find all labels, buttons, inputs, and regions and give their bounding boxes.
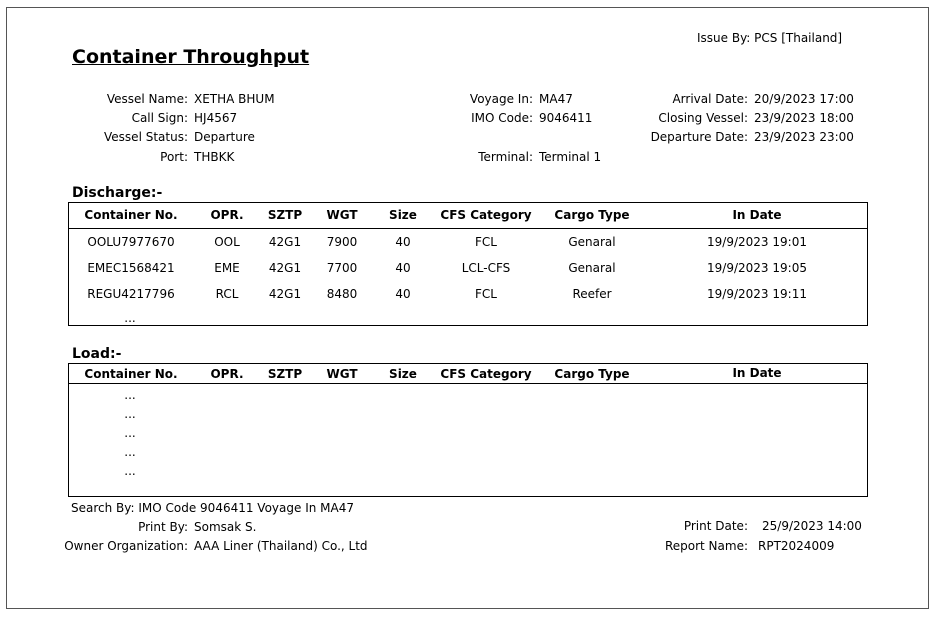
print-by-value: Somsak S.: [194, 520, 257, 534]
col-cargo-type: Cargo Type: [554, 367, 630, 381]
closing-vessel-value: 23/9/2023 18:00: [754, 111, 854, 125]
arrival-date-label: Arrival Date:: [672, 92, 748, 106]
call-sign-value: HJ4567: [194, 111, 238, 125]
load-ellipsis: ...: [124, 445, 136, 459]
discharge-more-ellipsis: ...: [124, 311, 136, 325]
load-ellipsis: ...: [124, 464, 136, 478]
col-sztp: SZTP: [267, 367, 303, 381]
cell-wgt: 8480: [326, 287, 358, 301]
search-by: Search By: IMO Code 9046411 Voyage In MA47: [71, 501, 354, 515]
print-date-value: 25/9/2023 14:00: [762, 519, 862, 533]
cell-container-no: EMEC1568421: [87, 261, 175, 275]
closing-vessel-label: Closing Vessel:: [658, 111, 748, 125]
load-heading: Load:-: [72, 346, 122, 362]
cell-cfs-category: FCL: [475, 287, 497, 301]
col-container-no: Container No.: [84, 367, 178, 381]
owner-organization-value: AAA Liner (Thailand) Co., Ltd: [194, 539, 368, 553]
cell-sztp: 42G1: [268, 235, 302, 249]
arrival-date-value: 20/9/2023 17:00: [754, 92, 854, 106]
cell-in-date: 19/9/2023 19:01: [707, 235, 807, 249]
col-wgt: WGT: [326, 208, 358, 222]
discharge-heading: Discharge:-: [72, 185, 163, 201]
table-row: [69, 261, 867, 279]
col-container-no: Container No.: [84, 208, 178, 222]
cell-cargo-type: Reefer: [572, 287, 612, 301]
cell-cargo-type: Genaral: [568, 235, 616, 249]
vessel-name-value: XETHA BHUM: [194, 92, 275, 106]
load-table-header: [69, 364, 867, 384]
port-value: THBKK: [194, 150, 235, 164]
load-table: [68, 363, 868, 497]
cell-in-date: 19/9/2023 19:11: [707, 287, 807, 301]
cell-container-no: OOLU7977670: [87, 235, 175, 249]
cell-container-no: REGU4217796: [87, 287, 175, 301]
departure-date-label: Departure Date:: [650, 130, 748, 144]
cell-sztp: 42G1: [268, 261, 302, 275]
cell-size: 40: [395, 261, 411, 275]
cell-sztp: 42G1: [268, 287, 302, 301]
discharge-table-header: [69, 203, 867, 229]
col-size: Size: [389, 208, 417, 222]
col-opr: OPR.: [210, 208, 244, 222]
cell-cargo-type: Genaral: [568, 261, 616, 275]
voyage-in-value: MA47: [539, 92, 573, 106]
imo-code-label: IMO Code:: [471, 111, 533, 125]
cell-wgt: 7700: [326, 261, 358, 275]
cell-cfs-category: LCL-CFS: [461, 261, 511, 275]
col-in-date: In Date: [732, 366, 782, 380]
print-by-label: Print By:: [138, 520, 188, 534]
table-row: [69, 287, 867, 305]
col-cargo-type: Cargo Type: [554, 208, 630, 222]
issue-by: Issue By: PCS [Thailand]: [697, 31, 843, 45]
owner-organization-label: Owner Organization:: [64, 539, 188, 553]
discharge-table: [68, 202, 868, 326]
departure-date-value: 23/9/2023 23:00: [754, 130, 854, 144]
cell-cfs-category: FCL: [475, 235, 497, 249]
col-in-date: In Date: [732, 208, 782, 222]
col-cfs-category: CFS Category: [440, 208, 532, 222]
imo-code-value: 9046411: [539, 111, 593, 125]
cell-size: 40: [395, 235, 411, 249]
cell-size: 40: [395, 287, 411, 301]
page-title: Container Throughput: [72, 46, 310, 68]
table-row: [69, 235, 867, 253]
load-ellipsis: ...: [124, 388, 136, 402]
cell-opr: RCL: [215, 287, 239, 301]
cell-opr: OOL: [214, 235, 240, 249]
terminal-value: Terminal 1: [539, 150, 602, 164]
report-name-value: RPT2024009: [758, 539, 835, 553]
cell-wgt: 7900: [326, 235, 358, 249]
print-date-label: Print Date:: [683, 519, 748, 533]
col-sztp: SZTP: [267, 208, 303, 222]
vessel-status-value: Departure: [194, 130, 255, 144]
cell-in-date: 19/9/2023 19:05: [707, 261, 807, 275]
port-label: Port:: [160, 150, 188, 164]
vessel-status-label: Vessel Status:: [104, 130, 188, 144]
col-cfs-category: CFS Category: [440, 367, 532, 381]
col-opr: OPR.: [210, 367, 244, 381]
terminal-label: Terminal:: [478, 150, 533, 164]
load-ellipsis: ...: [124, 426, 136, 440]
load-ellipsis: ...: [124, 407, 136, 421]
col-wgt: WGT: [326, 367, 358, 381]
cell-opr: EME: [214, 261, 240, 275]
report-name-label: Report Name:: [664, 539, 748, 553]
call-sign-label: Call Sign:: [131, 111, 188, 125]
vessel-name-label: Vessel Name:: [106, 92, 188, 106]
voyage-in-label: Voyage In:: [469, 92, 533, 106]
col-size: Size: [389, 367, 417, 381]
